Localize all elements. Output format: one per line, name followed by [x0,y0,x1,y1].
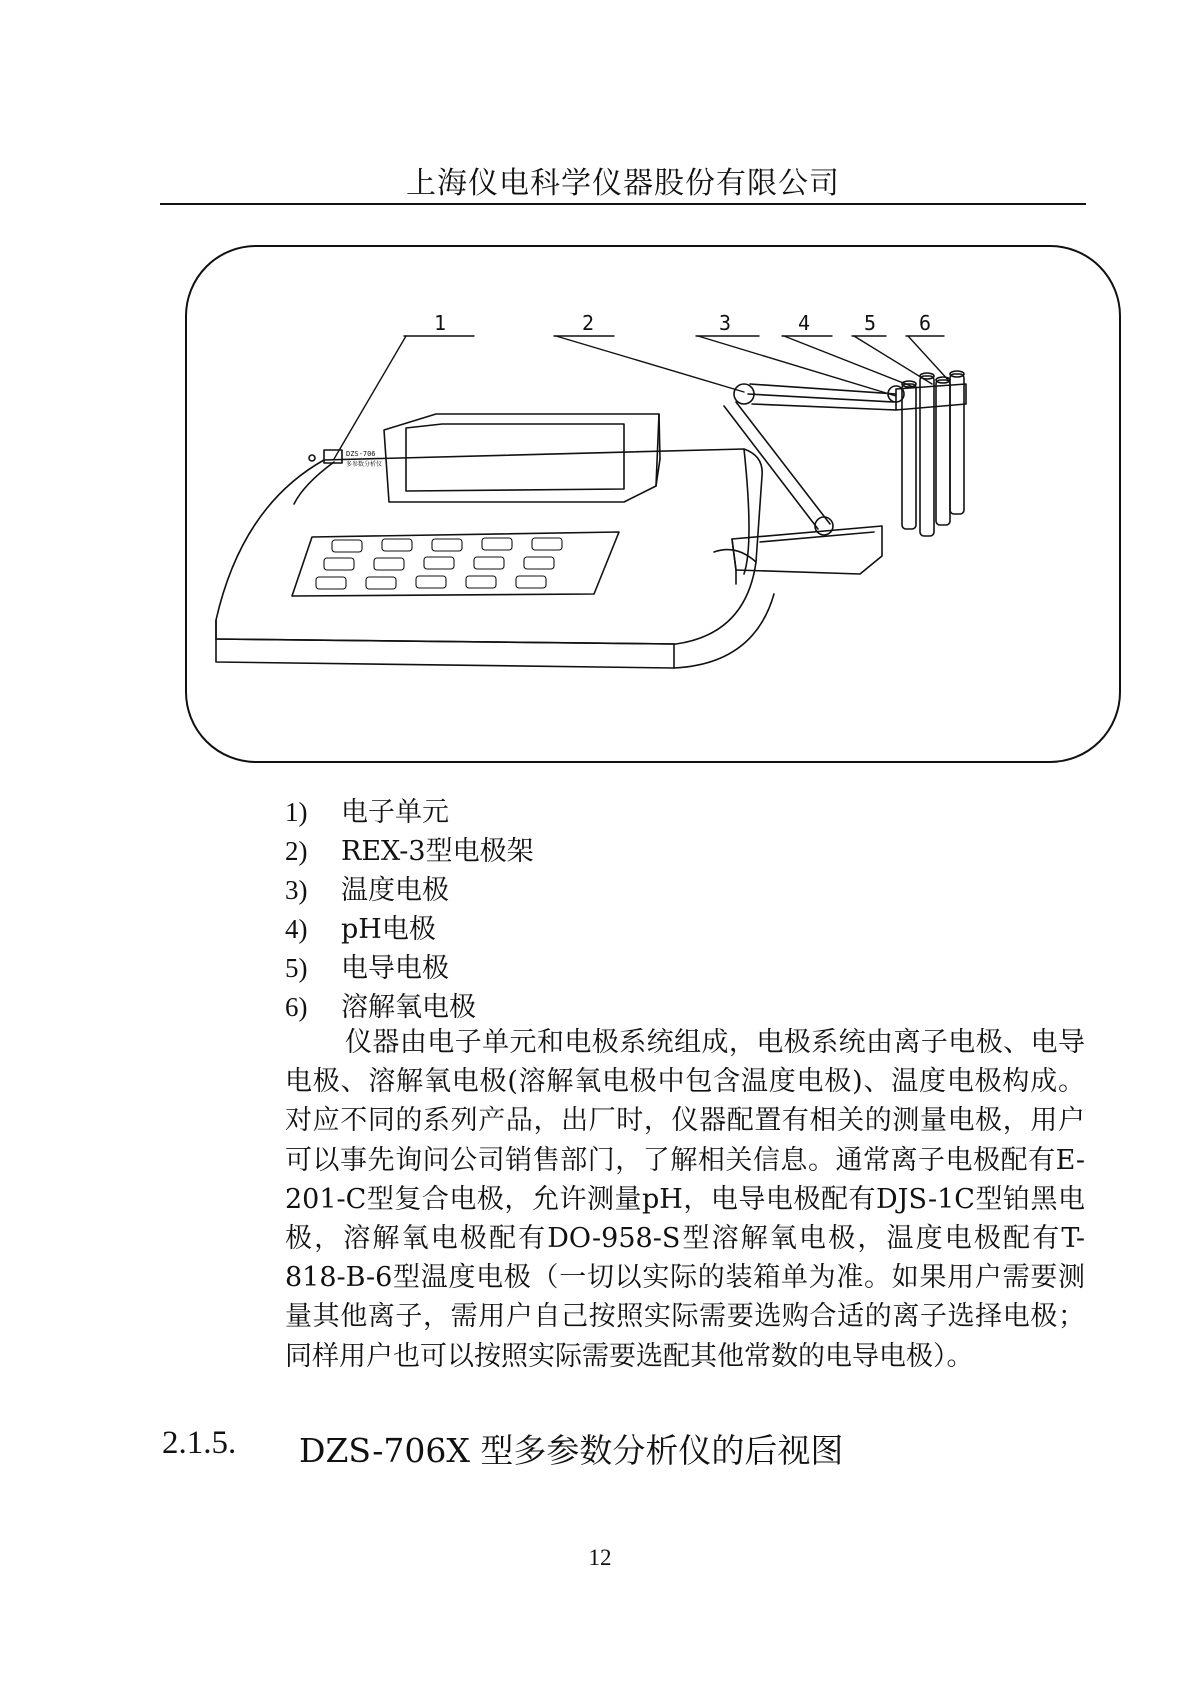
legend-item [285,871,1085,910]
electrode-stand-arm [724,384,904,535]
legend-item [285,988,1085,1027]
callout-5: 5 [864,311,877,335]
legend-label: 溶解氧电极 [341,992,476,1023]
legend-number: 5) [285,953,308,983]
legend-label: 电导电极 [341,953,449,984]
model-label-line1: DZS-706 [346,450,376,458]
legend-label: pH电极 [341,914,436,945]
legend-item [285,793,1085,832]
company-name: 上海仪电科学仪器股份有限公司 [406,166,840,201]
legend-number: 3) [285,875,308,905]
keypad [292,532,619,596]
body-paragraph: 仪器由电子单元和电极系统组成，电极系统由离子电极、电导电极、溶解氧电极(溶解氧电极中包含温度电极)、温度电极构成。对应不同的系列产品，出厂时，仪器配置有相关的测量电极，用户可以事先询问公司销售部门，了解相关信息。通常离子电极配有E-201-C型复合电极，允许测量pH，电导电极配有DJS-1C型铂黑电极，溶解氧电极配有DO-958-S型溶解氧电极，温度电极配有T-818-B-6型温度电极（一切以实际的装箱单为准。如果用户需要测量其他离子，需用户自己按照实际需要选购合适的离子选择电极；同样用户也可以按照实际需要选配其他常数的电导电极）。 [285,1027,1085,1372]
electrodes [896,371,966,536]
callout-4: 4 [798,311,811,335]
electronic-unit [216,449,774,668]
section-heading [162,1425,843,1472]
callout-leaders [334,336,950,459]
callout-1: 1 [434,311,447,335]
page-number: 12 [588,1545,612,1570]
legend-item [285,910,1085,949]
legend-number: 1) [285,797,308,827]
figure-frame [186,246,1120,762]
callout-numbers [434,311,931,335]
legend-label: REX-3型电极架 [341,836,534,867]
section-title: DZS-706X 型多参数分析仪的后视图 [299,1431,844,1470]
instrument-illustration [184,244,1122,764]
legend-item [285,949,1085,988]
legend-number: 2) [285,836,308,866]
electrode-stand-base [732,526,882,584]
legend-number: 4) [285,914,308,944]
callout-3: 3 [719,311,732,335]
legend-label: 电子单元 [341,797,449,828]
header-divider [160,203,1086,205]
callout-6: 6 [919,311,932,335]
section-number: 2.1.5. [162,1425,237,1461]
legend-item [285,832,1085,871]
legend-number: 6) [285,992,308,1022]
component-legend [285,793,1085,1027]
legend-label: 温度电极 [341,875,449,906]
model-label-line2: 多参数分析仪 [346,461,383,468]
callout-2: 2 [582,311,595,335]
